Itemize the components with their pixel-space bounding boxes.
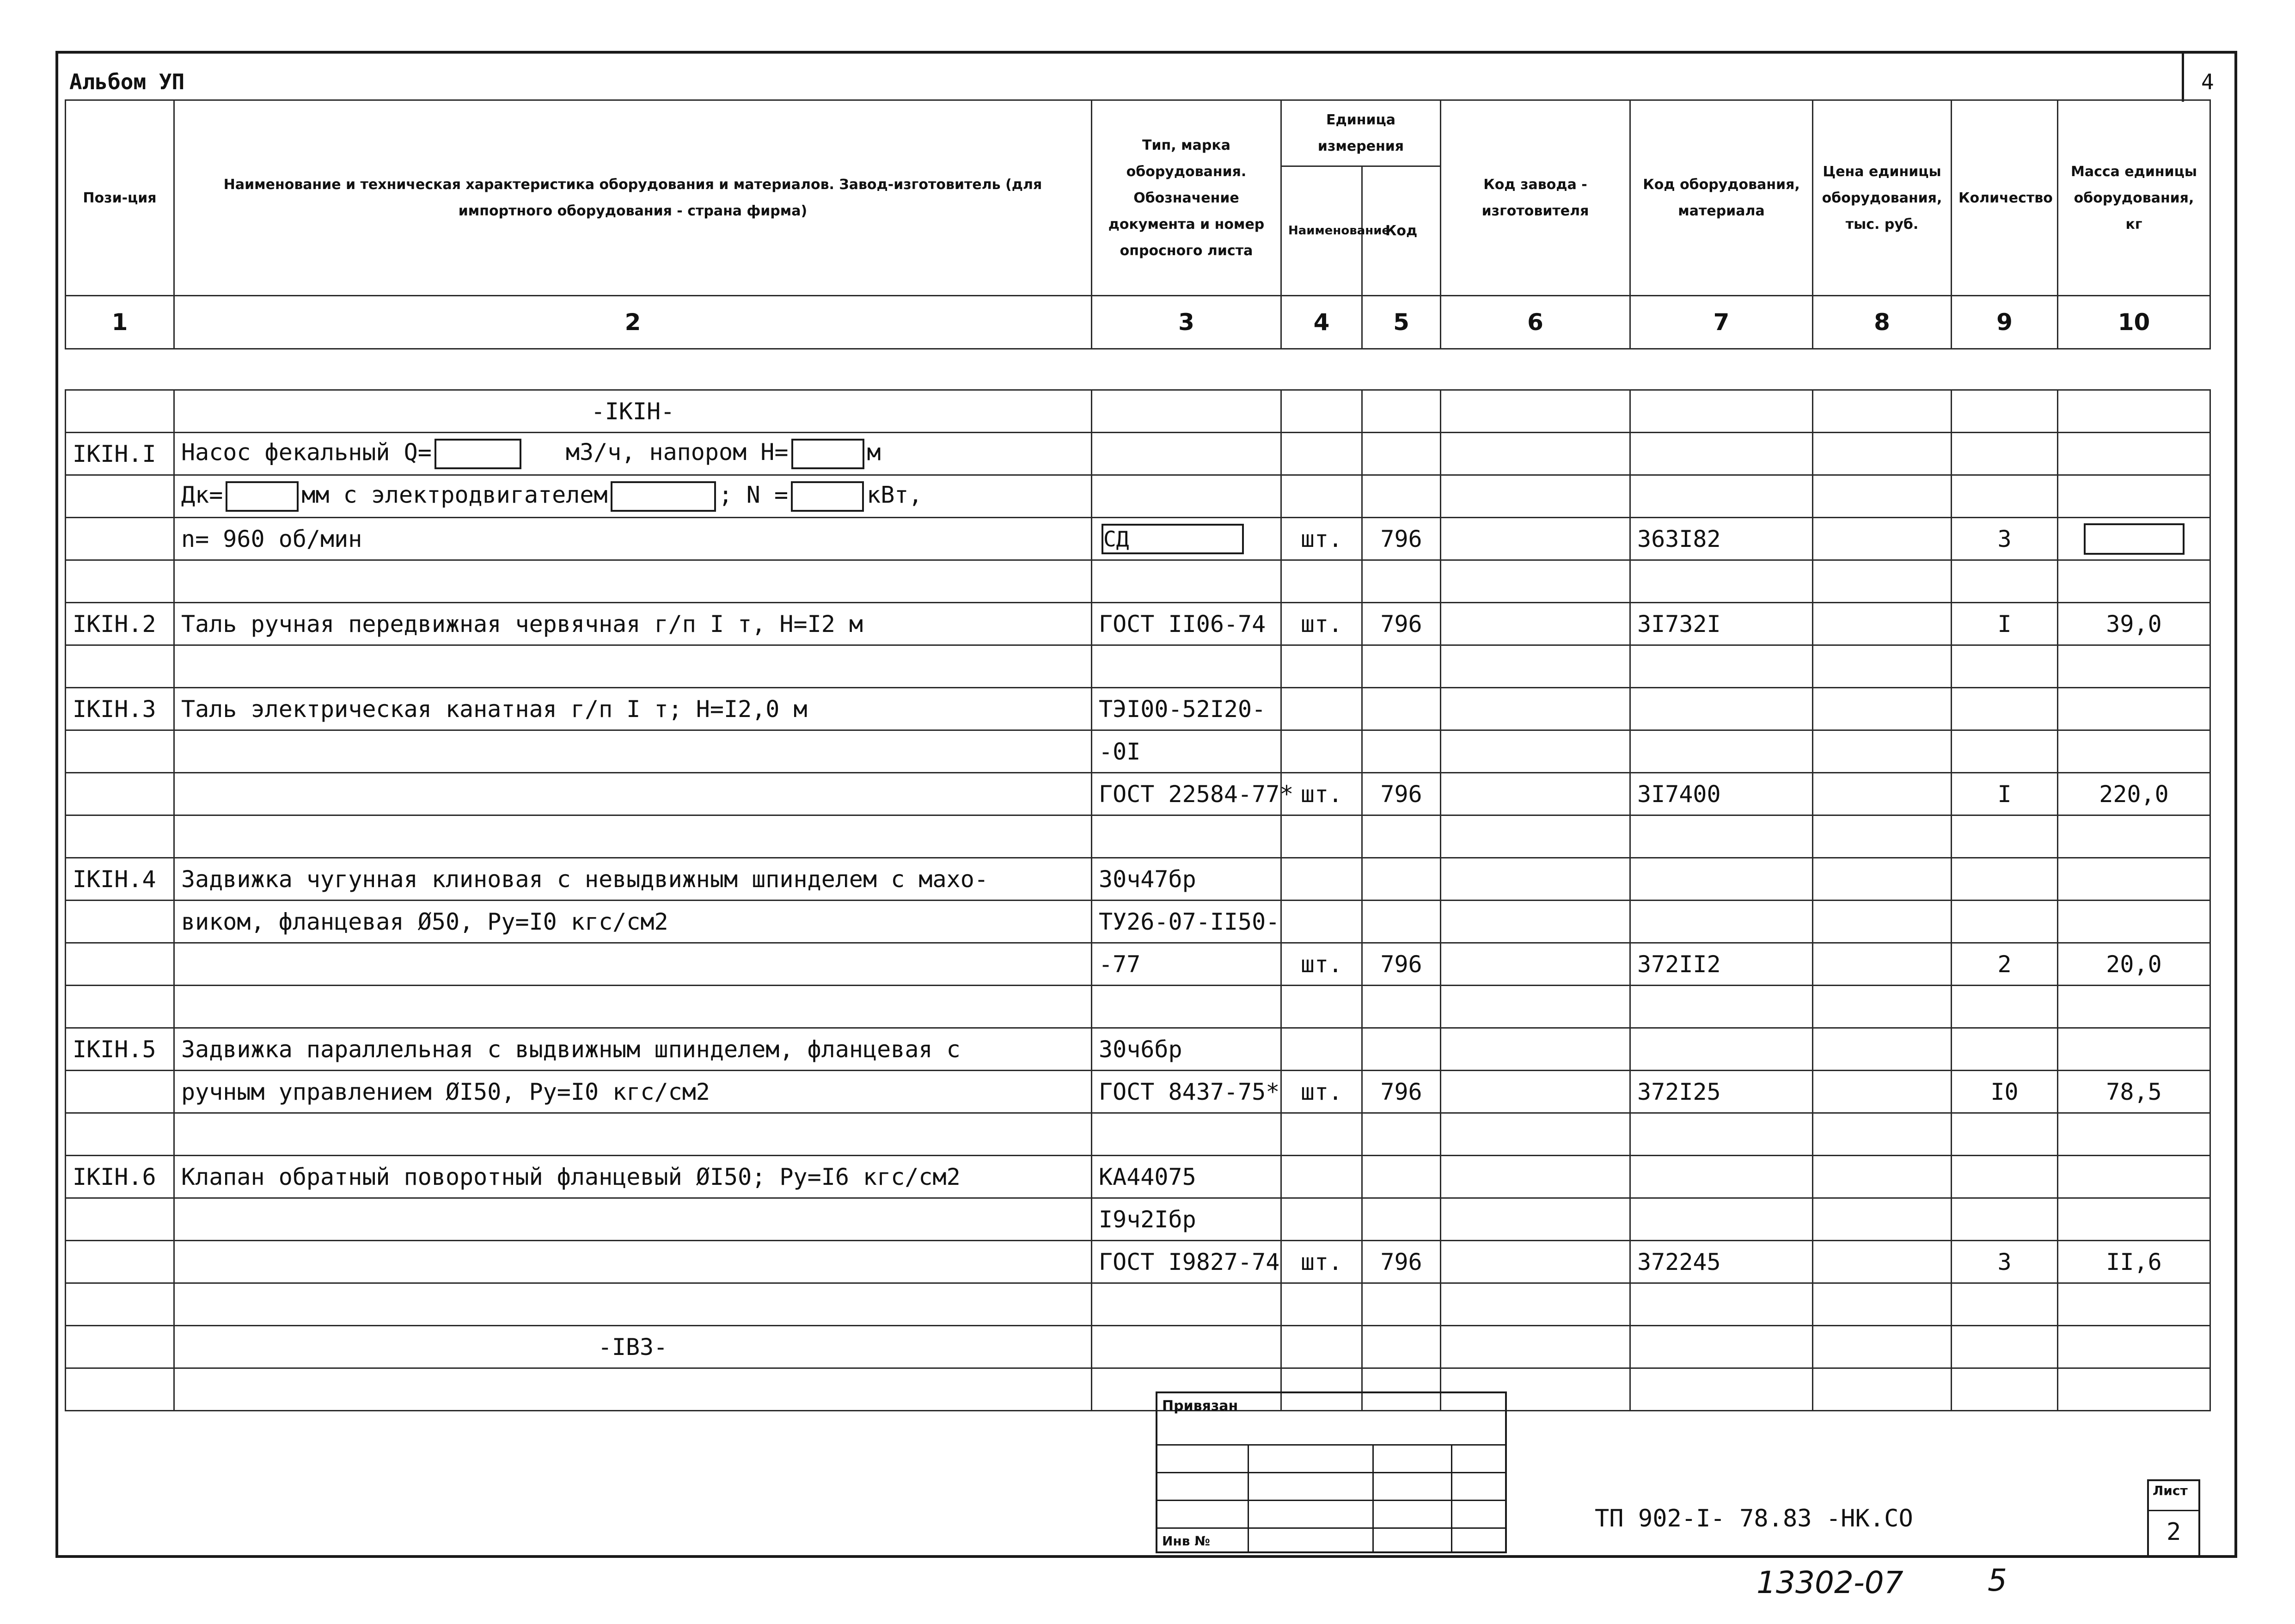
specification-table [65, 99, 2211, 1411]
header-equipment-code: Код оборудования, материала [1630, 100, 1813, 296]
mass-cell: 220,0 [2058, 773, 2210, 815]
quantity-cell: I0 [1952, 1071, 2058, 1113]
mass-cell: 20,0 [2058, 943, 2210, 986]
header-position: Пози-ция [66, 100, 174, 296]
equipment-code-cell: 363I82 [1630, 518, 1813, 560]
stamp-label: Привязан [1162, 1398, 1238, 1414]
type-cell: СД [1092, 518, 1281, 560]
table-row [66, 518, 2210, 560]
col-number: 4 [1281, 296, 1362, 349]
position-cell: IKIH.4 [66, 858, 174, 901]
table-row [66, 858, 2210, 901]
table-row [66, 603, 2210, 645]
table-row [66, 1028, 2210, 1071]
table-row [66, 433, 2210, 475]
equipment-code-cell: 3I7400 [1630, 773, 1813, 815]
sheet-box [2147, 1479, 2200, 1558]
header-quantity: Количество [1952, 100, 2058, 296]
blank-field [791, 439, 864, 469]
unit-cell: шт. [1281, 773, 1362, 815]
mass-cell: 78,5 [2058, 1071, 2210, 1113]
table-row [66, 475, 2210, 518]
name-cell: Таль электрическая канатная г/п I т; H=I2,0 м [174, 688, 1092, 730]
header-unit-name: Наименование [1281, 166, 1362, 296]
name-cell: Таль ручная передвижная червячная г/п I т, H=I2 м [174, 603, 1092, 645]
type-cell: 30ч6бр [1092, 1028, 1281, 1071]
col-number: 3 [1092, 296, 1281, 349]
col-number: 6 [1441, 296, 1630, 349]
table-row [66, 1198, 2210, 1241]
unit-cell: шт. [1281, 1241, 1362, 1283]
type-cell: ГОСТ 22584-77* [1092, 773, 1281, 815]
inventory-label: Инв № [1162, 1533, 1210, 1549]
blank-field [791, 481, 864, 512]
quantity-cell: I [1952, 603, 2058, 645]
pump-line-3: n= 960 об/мин [174, 518, 1092, 560]
unit-code-cell: 796 [1362, 1241, 1441, 1283]
unit-cell: шт. [1281, 603, 1362, 645]
name-cell: Задвижка чугунная клиновая с невыдвижным шпинделем с махо- [174, 858, 1092, 901]
pump-line-1: Насос фекальный Q= м3/ч, напором H= м [174, 433, 1092, 475]
page-number: 4 [2201, 69, 2214, 94]
unit-cell: шт. [1281, 518, 1362, 560]
sheet-label: Лист [2153, 1483, 2188, 1498]
position-cell: IKIH.2 [66, 603, 174, 645]
header-unit-code: Код [1362, 166, 1441, 296]
table-row [66, 943, 2210, 986]
column-numbers-row [66, 296, 2210, 349]
table-row [66, 688, 2210, 730]
quantity-cell: 2 [1952, 943, 2058, 986]
type-cell: ТУ26-07-II50- [1092, 901, 1281, 943]
unit-code-cell: 796 [1362, 773, 1441, 815]
table-row [66, 1156, 2210, 1198]
type-cell: I9ч2Iбр [1092, 1198, 1281, 1241]
unit-code-cell: 796 [1362, 603, 1441, 645]
unit-code-cell: 796 [1362, 518, 1441, 560]
blank-field [611, 481, 716, 512]
header-price: Цена единицы оборудования, тыс. руб. [1813, 100, 1952, 296]
type-cell: КА44075 [1092, 1156, 1281, 1198]
album-title: Альбом УП [69, 69, 185, 94]
attachment-stamp [1156, 1391, 1507, 1553]
pump-line-2: Дк= мм с электродвигателем ; N = кВт, [174, 475, 1092, 518]
name-cell: ручным управлением ØI50, Ру=I0 кгс/см2 [174, 1071, 1092, 1113]
table-row [66, 390, 2210, 433]
document-number: ТП 902-I- 78.83 -НК.СО [1595, 1505, 1913, 1532]
header-factory-code: Код завода - изготовителя [1441, 100, 1630, 296]
position-cell: IKIH.I [66, 433, 174, 475]
blank-field [435, 439, 521, 469]
name-cell: виком, фланцевая Ø50, Ру=I0 кгс/см2 [174, 901, 1092, 943]
col-number: 10 [2058, 296, 2210, 349]
table-row [66, 901, 2210, 943]
handwritten-code: 13302-07 [1756, 1565, 1903, 1600]
equipment-code-cell: 3I732I [1630, 603, 1813, 645]
section-heading-top: -IKIH- [174, 390, 1092, 433]
col-number: 9 [1952, 296, 2058, 349]
table-row [66, 1326, 2210, 1368]
unit-code-cell: 796 [1362, 1071, 1441, 1113]
header-type: Тип, марка оборудования. Обозначение документа и номер опросного листа [1092, 100, 1281, 296]
quantity-cell: 3 [1952, 1241, 2058, 1283]
blank-field [2084, 523, 2185, 555]
equipment-code-cell: 372245 [1630, 1241, 1813, 1283]
sheet-number: 2 [2166, 1518, 2181, 1546]
handwritten-number: 5 [1988, 1563, 2007, 1598]
name-cell: Клапан обратный поворотный фланцевый ØI50; Ру=I6 кгс/см2 [174, 1156, 1092, 1198]
mass-cell: II,6 [2058, 1241, 2210, 1283]
quantity-cell: I [1952, 773, 2058, 815]
position-cell: IKIH.6 [66, 1156, 174, 1198]
col-number: 8 [1813, 296, 1952, 349]
table-row [66, 730, 2210, 773]
type-cell: ГОСТ I9827-74 [1092, 1241, 1281, 1283]
type-cell: -77 [1092, 943, 1281, 986]
mass-cell: 39,0 [2058, 603, 2210, 645]
equipment-code-cell: 372I25 [1630, 1071, 1813, 1113]
mass-cell [2058, 518, 2210, 560]
position-cell: IKIH.3 [66, 688, 174, 730]
type-cell: ГОСТ II06-74 [1092, 603, 1281, 645]
unit-code-cell: 796 [1362, 943, 1441, 986]
col-number: 1 [66, 296, 174, 349]
type-cell: 30ч47бр [1092, 858, 1281, 901]
unit-cell: шт. [1281, 1071, 1362, 1113]
section-heading-bottom: -IB3- [174, 1326, 1092, 1368]
col-number: 2 [174, 296, 1092, 349]
col-number: 5 [1362, 296, 1441, 349]
type-cell: ГОСТ 8437-75* [1092, 1071, 1281, 1113]
unit-cell: шт. [1281, 943, 1362, 986]
table-row [66, 773, 2210, 815]
header-row [66, 100, 2210, 166]
blank-field [226, 481, 299, 512]
quantity-cell: 3 [1952, 518, 2058, 560]
header-name: Наименование и техническая характеристика оборудования и материалов. Завод-изготовитель (для импортного оборудования - страна фирма) [174, 100, 1092, 296]
type-cell: ТЭI00-52I20- [1092, 688, 1281, 730]
name-cell: Задвижка параллельная с выдвижным шпинделем, фланцевая с [174, 1028, 1092, 1071]
table-row [66, 1071, 2210, 1113]
header-unit: Единица измерения [1281, 100, 1441, 166]
table-row [66, 1241, 2210, 1283]
type-cell: -0I [1092, 730, 1281, 773]
equipment-code-cell: 372II2 [1630, 943, 1813, 986]
header-mass: Масса единицы оборудования, кг [2058, 100, 2210, 296]
col-number: 7 [1630, 296, 1813, 349]
position-cell: IKIH.5 [66, 1028, 174, 1071]
